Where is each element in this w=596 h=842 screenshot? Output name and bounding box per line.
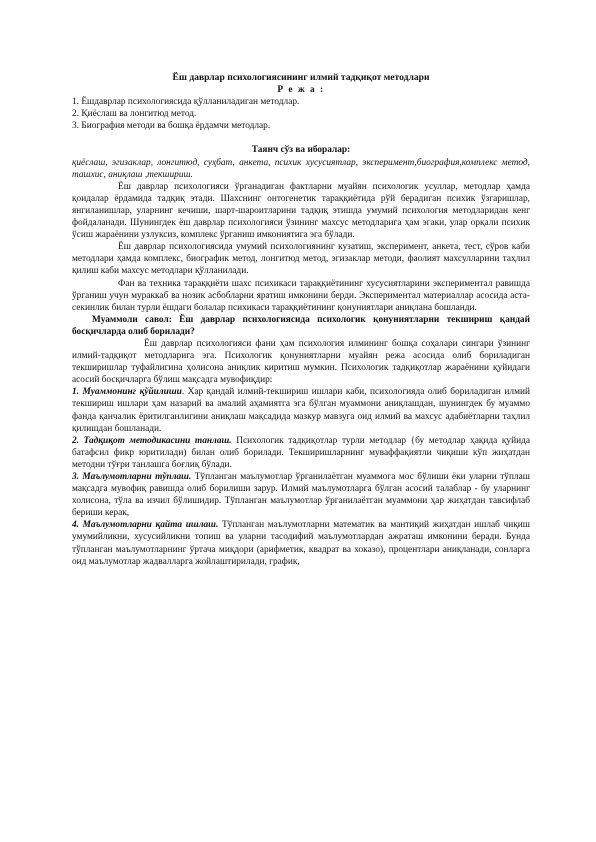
plan-item: 3. Биография методи ва бошқа ёрдамчи методлар. [72,121,271,132]
paragraph: Фан ва техника тараққиёти шахс психикаси тараққиётининг хусусиятларини экспериментал равишда ўрганиш учун мураккаб ва нозик асбобларни яратиш имконини берди. Экспериментал материаллар асосида аста-секинлик билан турли ёшдаги болалар психикаси тараққиётининг қонуниятлари аниқлана бошланди. [72,278,530,313]
stage-4 [72,519,530,567]
plan-heading: Р е ж а : [277,85,325,96]
keywords-heading: Таянч сўз ва иборалар: [251,145,351,156]
problem-question: Муаммоли савол: Ёш даврлар психологиясида психологик қонуниятларни текшириш қандай босқичларда олиб борилади? [72,314,530,337]
paragraph: Ёш даврлар психологияси ўрганадиган фактларни муайян психологик усуллар, методлар ҳамда қоидалар ёрдамида тадқиқ этади. Шахснинг онтогенетик тараққиётида рўй берадиган психик ўзгаришлар, янгиланишлар, уларнинг кечиши, шарт-шароитларини тадқиқ этишда умумий психология методларидан кенг фойдаланади. Шунингдек ёш даврлар психологияси ўзининг махсус методларига ҳам эгаки, улар орқали психик ўсиш жараёнини узлуксиз, комплекс ўрганиш имкониятига эга бўлади. [72,181,530,241]
stage-1-heading: 1. Муаммонинг қўйилиши [72,387,182,398]
stage-2-heading: 2. Тадқиқот методикасини танлаш. [72,435,232,446]
document-title: Ёш даврлар психологиясининг илмий тадқиқот методлари [172,72,430,83]
stage-1-text: . Хар қандай илмий-текшириш ишлари каби, психологияда олиб бориладиган илмий текшириш ишлари ҳам назарий ва амалий аҳамиятга эга бўлган муаммони аниқлашдан, шунингдек бу муаммо фанда қанчалик ёритилганлигини аниқлаш мақсадида мазкур мавзуга оид илмий ва махсус адабиётларни таҳлил қилишдан бошланади. [72,387,530,434]
stage-3-heading: 3. Маълумотларни тўплаш. [72,472,192,482]
stage-2 [72,435,530,471]
paragraph: Ёш даврлар психологиясида умумий психологиянинг кузатиш, эксперимент, анкета, тест, сўров каби методлари ҳамда комплекс, биографик метод, лонгитюд метод, эгизаклар методи, фаолият махсулларини таҳлил қилиш каби махсус методлари қўлланилади. [72,242,530,277]
stage-4-heading: 4. Маълумотларни қайта ишлаш. [72,520,219,531]
document-page [72,72,530,568]
stage-2-text: Психологик тадқиқотлар турли методлар {бу методлар ҳақида қуйида батафсил фикр юритилади) билан олиб борилади. Текширишларнинг муваффақиятли чиқиши кўп жиҳатдан методни тўғри танлашга боғлиқ бўлади. [72,435,530,470]
stage-3-text: Тўпланган маълумотлар ўрганилаётган муаммога мос бўлиши ёки уларни тўплаш мақсадга мувофиқ равишда олиб борилиши зарур. Илмий маълумотларга бўлган асосий талаблар - бу уларнинг холисона, тўла ва изчил бўлишидир. Тўпланган маълумотлар ўрганилаётган муаммони ҳар жиҳатдан тавсифлаб бериши керак, [72,472,530,519]
stage-4-text: Тўпланган маълумотларни математик ва мантиқий жиҳатдан ишлаб чиқиш умумийликни, хусусийликни топиш ва уларни тасодифий маълумотлардан ажраташ имконини беради. Бунда тўпланган маълумотларнинг ўртача миқдори (арифметик, квадрат ва хоказо), процентлари аниқланади, сонларга оид маълумотлар жадвалларга жойлаштирилади, график, [72,520,530,567]
keywords-text: қиёслаш, эгизаклар, лонгитюд, суҳбат, анкета, психик хусусиятлар, эксперимент,биография,комплекс метод, ташхис, аниқлаш ,текшириш. [72,157,530,180]
plan-item: 2. Қиёслаш ва лонгитюд метод. [72,109,197,120]
spacer [72,132,530,144]
plan-item: 1. Ёшдаврлар психологиясида қўлланиладиган методлар. [72,97,300,108]
paragraph: Ёш даврлар психологияси фани ҳам психология илмининг бошқа соҳалари сингари ўзининг илмий-тадқиқот методларига эга. Психологик қонуниятларни муайян режа асосида олиб бориладиган текширишлар туфайлигина ҳолисона аниқлик киритиш мумкин. Психологик тадқиқотлар жараёнини қуйидаги асосий босқичларга бўлиш мақсадга мувофиқдир: [72,338,530,386]
stage-1 [72,386,530,434]
stage-3 [72,471,530,519]
